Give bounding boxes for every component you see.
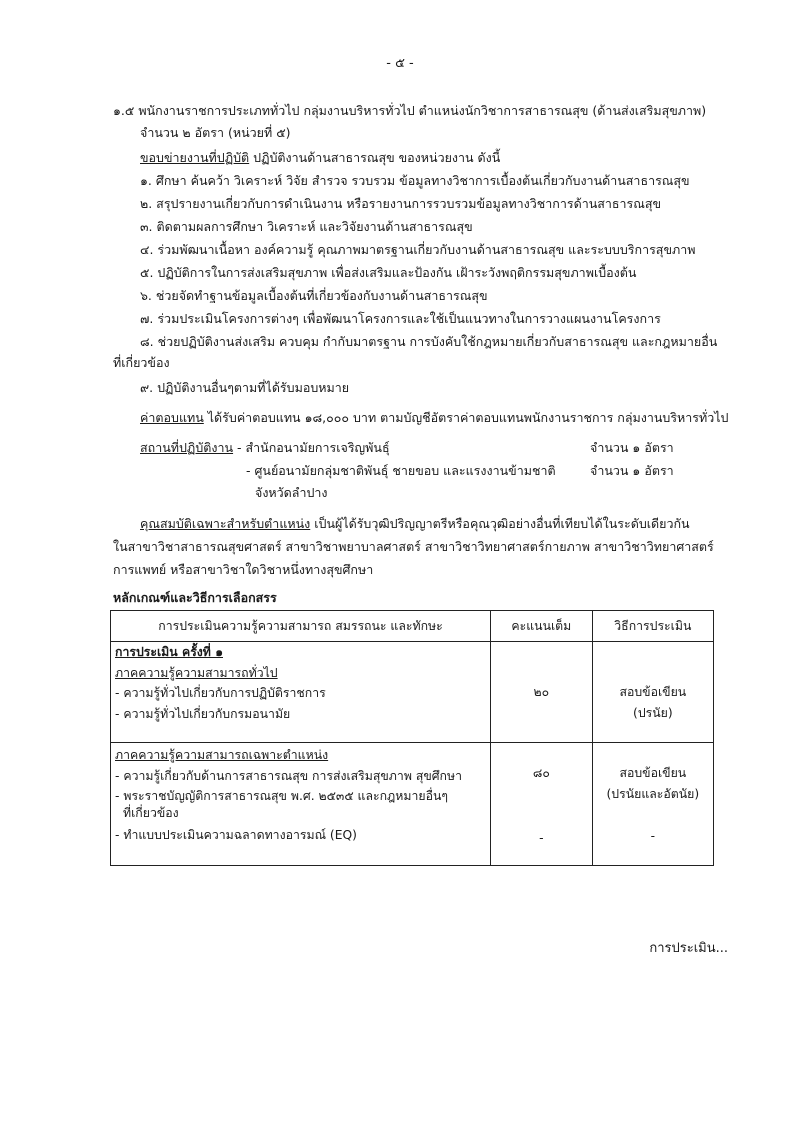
evaluation-round: การประเมิน ครั้งที่ ๑ <box>115 645 223 659</box>
scope-item: ๖. ช่วยจัดทำฐานข้อมูลเบื้องต้นที่เกี่ยวข้องกับงานด้านสาธารณสุข <box>140 288 488 303</box>
scope-item: ๘. ช่วยปฏิบัติงานส่งเสริม ควบคุม กำกับมาตรฐาน การบังคับใช้กฎหมายเกี่ยวกับสาธารณสุข และกฎหมายอื่น <box>140 334 718 349</box>
qualification-text-1: เป็นผู้ได้รับวุฒิปริญญาตรีหรือคุณวุฒิอย่างอื่นที่เทียบได้ในระดับเดียวกัน <box>310 516 690 531</box>
next-page-continuation: การประเมิน... <box>649 941 728 956</box>
workplace-label: สถานที่ปฏิบัติงาน <box>140 440 234 455</box>
scope-item: ๒. สรุปรายงานเกี่ยวกับการดำเนินงาน หรือรายงานการรวบรวมข้อมูลทางวิชาการด้านสาธารณสุข <box>140 196 662 211</box>
criteria-item: - ความรู้ทั่วไปเกี่ยวกับการปฏิบัติราชการ <box>115 686 326 701</box>
table-row <box>111 642 714 743</box>
column-header: วิธีการประเมิน <box>592 611 713 642</box>
scope-item: ๔. ร่วมพัฒนาเนื้อหา องค์ความรู้ คุณภาพมาตรฐานเกี่ยวกับงานด้านสาธารณสุข และระบบบริการสุขภาพ <box>140 242 696 257</box>
workplace-place-2: - ศูนย์อนามัยกลุ่มชาติพันธุ์ ชายขอบ และแรงงานข้ามชาติ <box>246 463 556 478</box>
page-number: - ๕ - <box>386 56 414 71</box>
scope-item: ๙. ปฏิบัติงานอื่นๆตามที่ได้รับมอบหมาย <box>140 380 350 395</box>
qualification-label: คุณสมบัติเฉพาะสำหรับตำแหน่ง <box>140 516 311 531</box>
compensation-label: ค่าตอบแทน <box>140 410 204 425</box>
scope-item: ๕. ปฏิบัติการในการส่งเสริมสุขภาพ เพื่อส่งเสริมและป้องกัน เฝ้าระวังพฤติกรรมสุขภาพเบื้องต้น <box>140 265 637 280</box>
workplace-count-2: จำนวน ๑ อัตรา <box>590 463 674 478</box>
eq-score: - <box>539 830 544 845</box>
column-header: การประเมินความรู้ความสามารถ สมรรถนะ และทักษะ <box>111 611 491 642</box>
workplace-place-1: - สำนักอนามัยการเจริญพันธุ์ <box>233 440 390 455</box>
evaluation-method-detail: (ปรนัย) <box>633 705 673 720</box>
workplace-count-1: จำนวน ๑ อัตรา <box>590 440 674 455</box>
table-row <box>111 743 714 866</box>
compensation-text: ได้รับค่าตอบแทน ๑๘,๐๐๐ บาท ตามบัญชีอัตราค่าตอบแทนพนักงานราชการ กลุ่มงานบริหารทั่วไป <box>203 410 729 425</box>
table-cell <box>491 642 593 743</box>
evaluation-method: สอบข้อเขียน <box>619 766 687 780</box>
compensation-line <box>140 410 729 427</box>
evaluation-method: สอบข้อเขียน <box>619 685 687 699</box>
scope-item: ๑. ศึกษา ค้นคว้า วิเคราะห์ วิจัย สำรวจ รวบรวม ข้อมูลทางวิชาการเบื้องต้นเกี่ยวกับงานด้านสาธารณสุข <box>140 173 690 188</box>
criteria-table <box>110 610 714 866</box>
qualification-line <box>140 516 690 533</box>
eq-method: - <box>650 829 656 844</box>
column-header: คะแนนเต็ม <box>491 611 593 642</box>
scope-label: ขอบข่ายงานที่ปฏิบัติ <box>140 150 250 165</box>
workplace-line <box>140 440 390 457</box>
criteria-item: - ทำแบบประเมินความฉลาดทางอารมณ์ (EQ) <box>115 828 357 843</box>
criteria-item: - พระราชบัญญัติการสาธารณสุข พ.ศ. ๒๕๓๕ และกฎหมายอื่นๆ <box>115 789 449 804</box>
table-cell <box>111 642 491 743</box>
criteria-item: - ความรู้เกี่ยวกับด้านการสาธารณสุข การส่งเสริมสุขภาพ สุขศึกษา <box>115 768 463 783</box>
full-score: ๒๐ <box>533 685 550 699</box>
table-cell <box>592 743 713 866</box>
scope-item-continued: ที่เกี่ยวข้อง <box>113 355 170 370</box>
position-heading: ๑.๕ พนักงานราชการประเภททั่วไป กลุ่มงานบริหารทั่วไป ตำแหน่งนักวิชาการสาธารณสุข (ด้านส่งเสริมสุขภาพ) <box>113 103 707 118</box>
criteria-item-continued: ที่เกี่ยวข้อง <box>123 805 179 820</box>
evaluation-method-detail: (ปรนัยและอัตนัย) <box>606 786 700 801</box>
table-cell <box>111 743 491 866</box>
section-title: ภาคความรู้ความสามารถทั่วไป <box>115 665 278 680</box>
qualification-text-3: การแพทย์ หรือสาขาวิชาใดวิชาหนึ่งทางสุขศึกษา <box>113 562 374 577</box>
workplace-place-2-province: จังหวัดลำปาง <box>255 485 328 500</box>
scope-item: ๓. ติดตามผลการศึกษา วิเคราะห์ และวิจัยงานด้านสาธารณสุข <box>140 219 473 234</box>
table-cell <box>592 642 713 743</box>
full-score: ๘๐ <box>532 766 550 780</box>
scope-line <box>140 150 500 167</box>
table-cell <box>491 743 593 866</box>
table-header-row <box>111 611 714 642</box>
qualification-text-2: ในสาขาวิชาสาธารณสุขศาสตร์ สาขาวิชาพยาบาลศาสตร์ สาขาวิชาวิทยาศาสตร์กายภาพ สาขาวิชาวิทยาศาสตร์ <box>113 539 714 554</box>
scope-item: ๗. ร่วมประเมินโครงการต่างๆ เพื่อพัฒนาโครงการและใช้เป็นแนวทางในการวางแผนงานโครงการ <box>140 311 661 326</box>
criteria-item: - ความรู้ทั่วไปเกี่ยวกับกรมอนามัย <box>115 706 291 721</box>
section-title: ภาคความรู้ความสามารถเฉพาะตำแหน่ง <box>115 748 329 762</box>
position-count: จำนวน ๒ อัตรา (หน่วยที่ ๕) <box>140 125 291 140</box>
criteria-title: หลักเกณฑ์และวิธีการเลือกสรร <box>113 590 277 605</box>
scope-text: ปฏิบัติงานด้านสาธารณสุข ของหน่วยงาน ดังนี้ <box>249 150 501 165</box>
